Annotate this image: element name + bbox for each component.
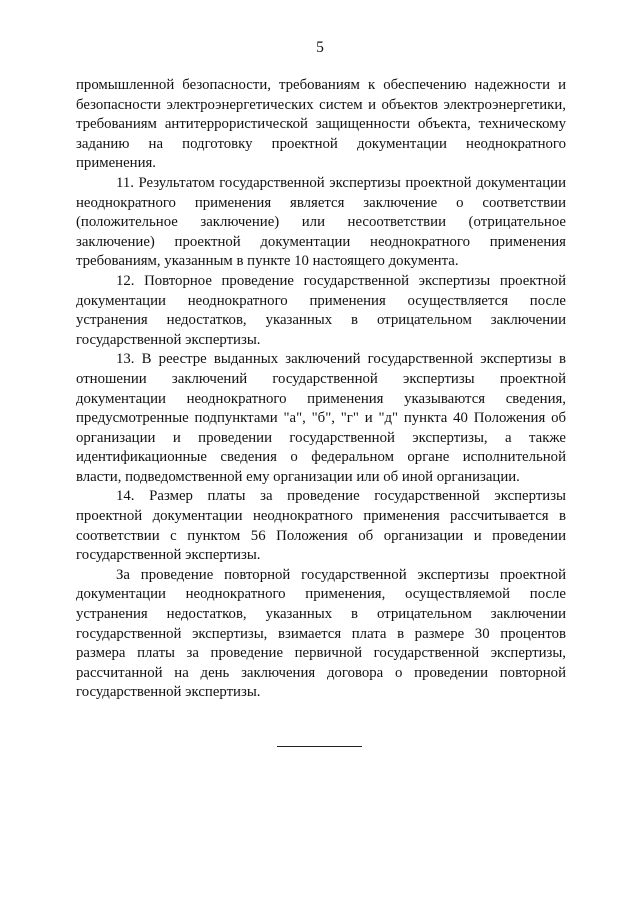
- page-number: 5: [316, 39, 324, 56]
- paragraph-item-11: 11. Результатом государственной экспертизы проектной документации неоднократного применения является заключение о соответствии (положительное заключение) или несоответствии (отрицательное заключение) проектной документации неоднократного применения требованиям, указанным в пункте 10 настоящего документа.: [76, 174, 566, 270]
- paragraph-item-12: 12. Повторное проведение государственной экспертизы проектной документации неоднократного применения осуществляется после устранения недостатков, указанных в отрицательном заключении государственной экспертизы.: [76, 272, 566, 348]
- end-of-document-rule: [277, 746, 362, 747]
- paragraph-item-14: 14. Размер платы за проведение государственной экспертизы проектной документации неоднократного применения рассчитывается в соответствии с пунктом 56 Положения об организации и проведении государственной экспертизы.: [76, 488, 566, 564]
- paragraph-repeat-fee: За проведение повторной государственной экспертизы проектной документации неоднократного применения, осуществляемой после устранения недостатков, указанных в отрицательном заключении государственной экспертизы, взимается плата в размере 30 процентов размера платы за проведение первичной государственной экспертизы, рассчитанной на день заключения договора о проведении повторной государственной экспертизы.: [76, 566, 566, 701]
- document-body: [76, 76, 566, 703]
- paragraph-item-13: 13. В реестре выданных заключений государственной экспертизы в отношении заключений государственной экспертизы проектной документации неоднократного применения указываются сведения, предусмотренные подпунктами "а", "б", "г" и "д" пункта 40 Положения об организации и проведении государственной экспертизы, а также идентификационные сведения о федеральном органе исполнительной власти, подведомственной ему организации или об иной организации.: [76, 351, 566, 485]
- paragraph-continuation: промышленной безопасности, требованиям к обеспечению надежности и безопасности электроэнергетических систем и объектов электроэнергетики, требованиям антитеррористической защищенности объекта, техническому заданию на подготовку проектной документации неоднократного применения.: [76, 77, 566, 172]
